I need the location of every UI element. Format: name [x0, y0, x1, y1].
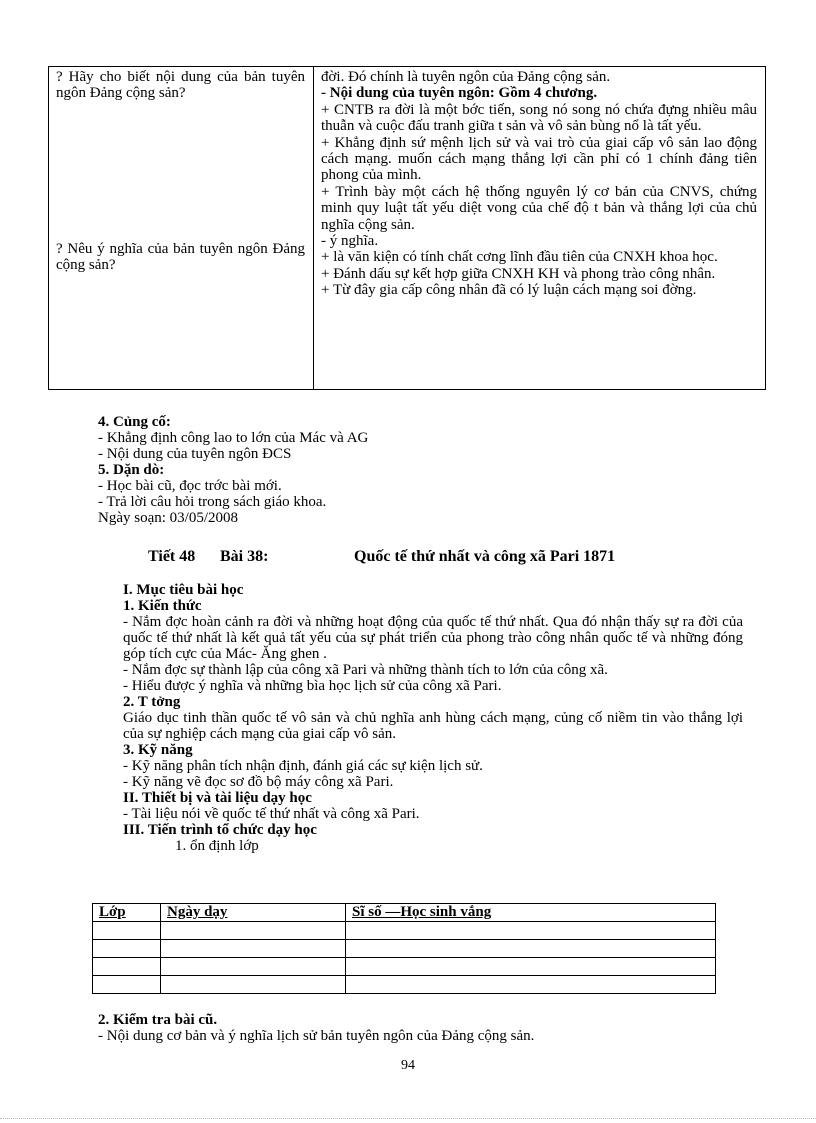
roster-table	[92, 903, 716, 994]
consolidation-section	[98, 414, 748, 526]
old-lesson-item: - Nội dung cơ bản và ý nghĩa lịch sử bản tuyên ngôn của Đảng cộng sản.	[98, 1028, 535, 1044]
answer-line: + CNTB ra đời là một bớc tiến, song nó song nó chứa đựng nhiều mâu thuẫn và cuộc đấu tranh giữa t sản và vô sản bùng nổ là tất yếu.	[321, 101, 757, 135]
answer-line: + Khẳng định sứ mệnh lịch sử và vai trò của giai cấp vô sản lao động cách mạng. muốn cách mạng thắng lợi cần phỉ có 1 chính đảng tiên phong của mình.	[321, 134, 757, 184]
lesson-name: Quốc tế thứ nhất và công xã Pari 1871	[354, 548, 616, 565]
answer-line: + là văn kiện có tính chất cơng lĩnh đầu tiên của CNXH khoa học.	[321, 249, 718, 266]
homework-item: - Học bài cũ, đọc trớc bài mới.	[98, 478, 282, 494]
lesson-body	[123, 582, 743, 854]
equipment-item: - Tài liệu nói về quốc tế thứ nhất và công xã Pari.	[123, 806, 420, 822]
knowledge-heading: 1. Kiến thức	[123, 598, 202, 614]
skills-item: - Kỹ năng vẽ đọc sơ đồ bộ máy công xã Pari.	[123, 774, 394, 790]
table-row	[93, 922, 716, 940]
column-header: Ngày dạy	[161, 904, 346, 922]
table-row	[93, 940, 716, 958]
knowledge-item: - Nắm đợc sự thành lập của công xã Pari và những thành tích to lớn của công xã.	[123, 662, 608, 678]
skills-heading: 3. Kỹ năng	[123, 742, 193, 758]
objectives-heading: I. Mục tiêu bài học	[123, 582, 244, 598]
question-content: ? Hãy cho biết nội dung của bản tuyên ngôn Đảng cộng sản?	[56, 69, 305, 101]
homework-item: - Trả lời câu hỏi trong sách giáo khoa.	[98, 494, 327, 510]
homework-heading: 5. Dặn dò:	[98, 462, 165, 478]
answer-line: - ý nghĩa.	[321, 233, 379, 250]
answer-line: đời. Đó chính là tuyên ngôn của Đảng cộng sản.	[321, 69, 611, 85]
answer-line: + Đánh dấu sự kết hợp giữa CNXH KH và phong trào công nhân.	[321, 265, 716, 282]
consolidation-item: - Nội dung của tuyên ngôn ĐCS	[98, 446, 292, 462]
answers-column	[314, 67, 765, 389]
column-header: Lớp	[93, 904, 161, 922]
equipment-heading: II. Thiết bị và tài liệu dạy học	[123, 790, 312, 806]
table-row	[93, 976, 716, 994]
old-lesson-section	[98, 1012, 758, 1044]
lesson-number: Bài 38:	[220, 548, 269, 565]
knowledge-item: - Hiểu được ý nghĩa và những bìa học lịch sử của công xã Pari.	[123, 678, 502, 694]
process-step: 1. ổn định lớp	[175, 838, 259, 854]
old-lesson-heading: 2. Kiểm tra bài cũ.	[98, 1012, 218, 1028]
thought-text: Giáo dục tinh thần quốc tế vô sản và chủ nghĩa anh hùng cách mạng, củng cố niềm tin vào thắng lợi của sự nghiệp cách mạng của giai cấp vô sản.	[123, 710, 743, 742]
knowledge-item: - Nắm đợc hoàn cảnh ra đời và những hoạt động của quốc tế thứ nhất. Qua đó nhận thấy sự ra đời của quốc tế thứ nhất là kết quả tất yếu của sự phát triển của phong trào công nhân quốc tế và những đóng góp tích cực của Mác- Ăng ghen .	[123, 614, 743, 662]
table-row	[93, 958, 716, 976]
lesson-period: Tiết 48	[148, 548, 196, 565]
questions-column	[49, 67, 314, 389]
process-heading: III. Tiến trình tổ chức dạy học	[123, 822, 317, 838]
date-line: Ngày soạn: 03/05/2008	[98, 510, 238, 526]
question-meaning: ? Nêu ý nghĩa của bản tuyên ngôn Đảng cộng sản?	[56, 241, 305, 273]
answer-line: + Trình bày một cách hệ thống nguyên lý cơ bản của CNVS, chứng minh quy luật tất yếu diệt vong của chế độ t bản và thắng lợi của chủ nghĩa cộng sản.	[321, 183, 757, 233]
consolidation-heading: 4. Củng cố:	[98, 414, 171, 430]
column-header: Sĩ số —Học sinh vắng	[346, 904, 716, 922]
page-divider	[0, 1118, 816, 1119]
qa-table	[48, 66, 766, 390]
thought-heading: 2. T tởng	[123, 694, 181, 710]
answer-line: - Nội dung của tuyên ngôn: Gồm 4 chương.	[321, 85, 598, 102]
lesson-title	[148, 548, 748, 566]
answer-line: + Từ đây gia cấp công nhân đã có lý luận cách mạng soi đờng.	[321, 282, 697, 299]
table-header-row	[93, 904, 716, 922]
consolidation-item: - Khẳng định công lao to lớn của Mác và AG	[98, 430, 369, 446]
page-number: 94	[401, 1058, 415, 1073]
skills-item: - Kỹ năng phân tích nhận định, đánh giá các sự kiện lịch sử.	[123, 758, 483, 774]
